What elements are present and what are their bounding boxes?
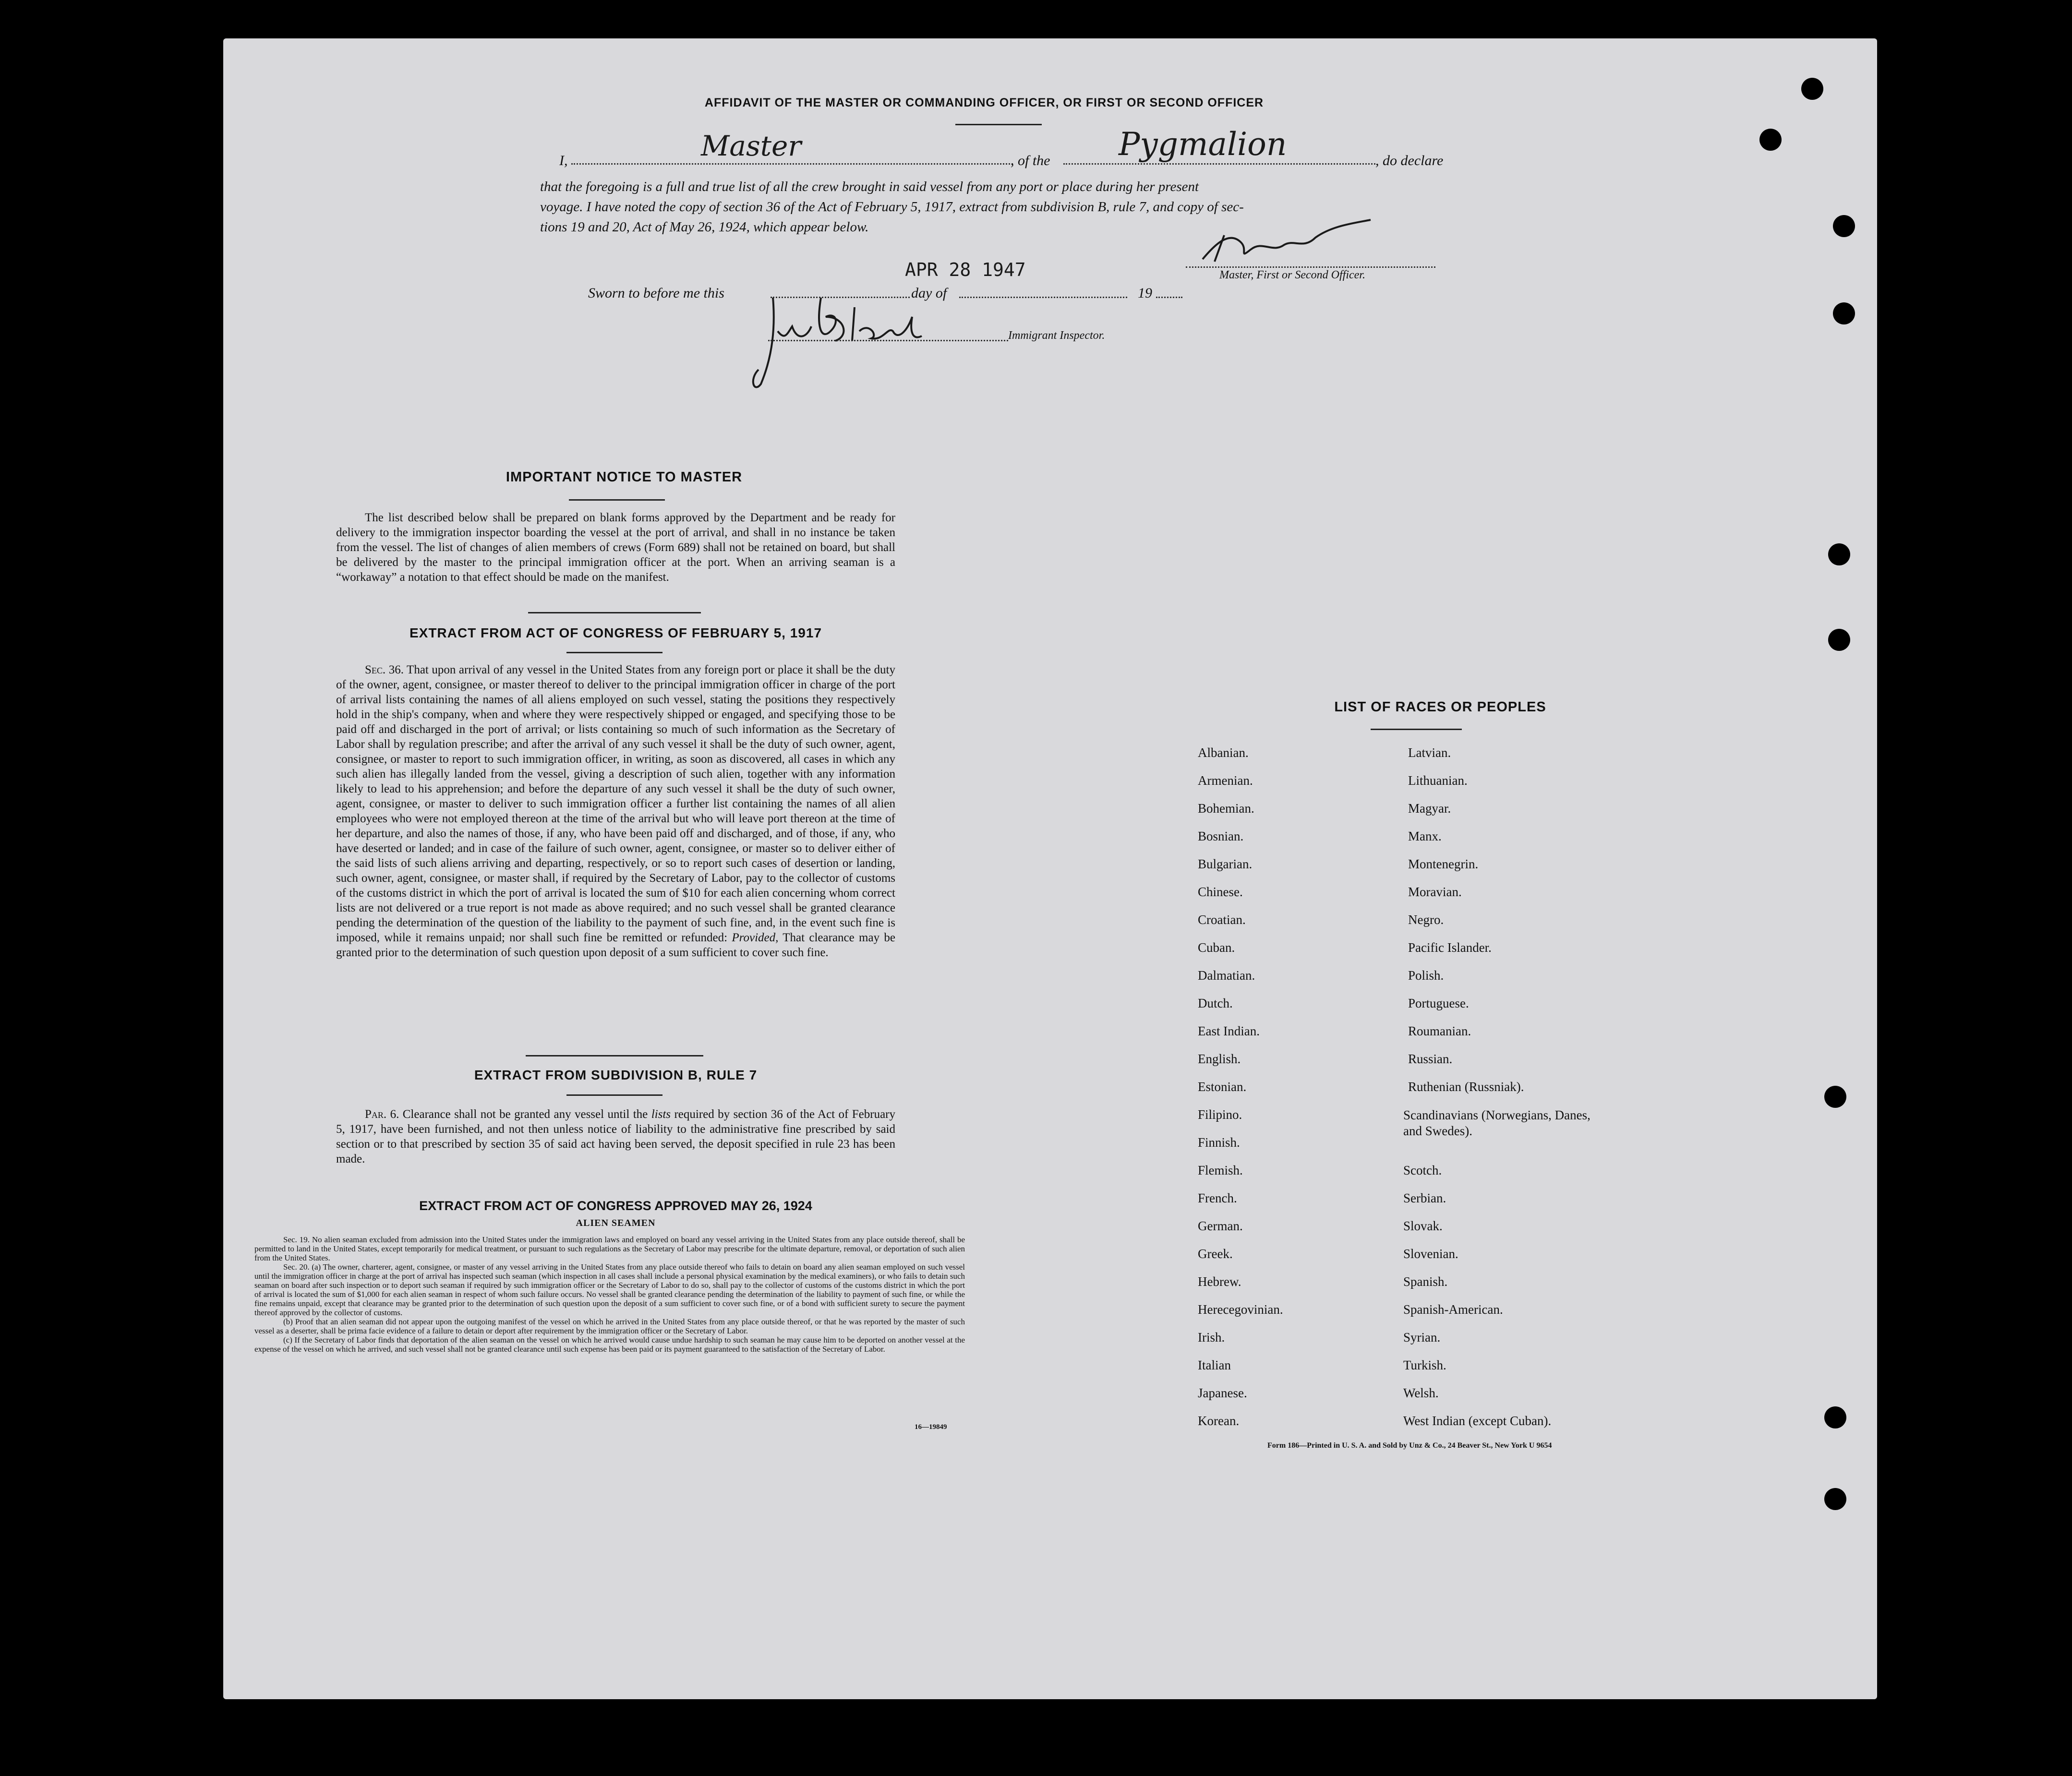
race-item: Cuban.	[1198, 940, 1235, 955]
race-item: Bulgarian.	[1198, 857, 1253, 871]
punch-hole-icon	[1824, 1086, 1846, 1108]
month-line	[959, 297, 1127, 298]
race-item: French.	[1198, 1191, 1237, 1205]
race-item: Hebrew.	[1198, 1274, 1241, 1289]
vessel-field-line	[1063, 163, 1375, 165]
race-item: Polish.	[1408, 968, 1444, 983]
do-declare-label: , do declare	[1375, 153, 1444, 168]
extract-1917-title: EXTRACT FROM ACT OF CONGRESS OF FEBRUARY 5, 1917	[409, 625, 822, 640]
divider	[1371, 729, 1462, 730]
race-item: Armenian.	[1198, 773, 1253, 788]
inspector-signature-line	[768, 340, 1008, 341]
race-item: Korean.	[1198, 1414, 1240, 1428]
of-the-label: , of the	[1011, 153, 1050, 168]
divider	[566, 1094, 663, 1096]
affidavit-line-3: tions 19 and 20, Act of May 26, 1924, which appear below.	[540, 219, 869, 235]
extract-1924-title: EXTRACT FROM ACT OF CONGRESS APPROVED MAY 26, 1924	[419, 1199, 812, 1213]
sec-20c-text: (c) If the Secretary of Labor finds that deportation of the alien seaman on the vessel on which he arrived would cause undue hardship to such seaman he may cause him to be deported on another vessel at the expense of the vessel on which he arrived, and such vessel shall not be granted clearance until such expense has been paid or its payment guaranteed to the satisfaction of the Secretary of Labor.	[254, 1335, 965, 1354]
race-item: East Indian.	[1198, 1024, 1260, 1038]
race-item: Lithuanian.	[1408, 773, 1468, 788]
race-item: Irish.	[1198, 1330, 1225, 1344]
race-item: Montenegrin.	[1408, 857, 1479, 871]
race-item: Italian	[1198, 1358, 1231, 1372]
race-item: Herecegovinian.	[1198, 1302, 1283, 1317]
race-item: Negro.	[1408, 912, 1444, 927]
paragraph-6-text	[336, 1107, 895, 1166]
race-item: Roumanian.	[1408, 1024, 1471, 1038]
race-item: West Indian (except Cuban).	[1403, 1414, 1552, 1428]
race-item: German.	[1198, 1219, 1243, 1233]
race-item: Croatian.	[1198, 912, 1246, 927]
race-item: Estonian.	[1198, 1080, 1247, 1094]
par-6-label: Par. 6.	[365, 1108, 399, 1121]
year-line	[1156, 297, 1182, 298]
race-item: Latvian.	[1408, 745, 1451, 760]
par-6-body-b: required by section 36 of the Act of February 5, 1917, have been furnished, and not then unless notice of liability to the administrative fine prescribed by said section or to that prescribed by section 35 of said act having been served, the deposit specified in rule 23 has been made.	[336, 1108, 896, 1165]
race-item: Scotch.	[1403, 1163, 1442, 1177]
master-signature	[1195, 216, 1378, 269]
race-item: Manx.	[1408, 829, 1442, 843]
race-item: Moravian.	[1408, 885, 1462, 899]
race-item: Japanese.	[1198, 1386, 1247, 1400]
divider	[528, 612, 701, 613]
race-item: Chinese.	[1198, 885, 1243, 899]
sec-36-label: Sec. 36.	[365, 663, 404, 676]
race-item: Filipino.	[1198, 1107, 1242, 1122]
affidavit-line-2: voyage. I have noted the copy of section 36 of the Act of February 5, 1917, extract from subdivision B, rule 7, and copy of sec-	[540, 199, 1244, 215]
alien-seamen-subtitle: ALIEN SEAMEN	[576, 1218, 656, 1228]
affidavit-line-1: that the foregoing is a full and true list of all the crew brought in said vessel from any port or place during her present	[540, 179, 1199, 194]
punch-hole-icon	[1833, 302, 1855, 324]
rule-7-title: EXTRACT FROM SUBDIVISION B, RULE 7	[474, 1068, 758, 1082]
punch-hole-icon	[1801, 78, 1823, 100]
punch-hole-icon	[1828, 629, 1850, 651]
race-item: Bohemian.	[1198, 801, 1254, 816]
divider	[566, 652, 663, 653]
divider	[955, 124, 1042, 125]
punch-hole-icon	[1828, 543, 1850, 565]
inspector-caption: Immigrant Inspector.	[1008, 329, 1105, 342]
race-item: Bosnian.	[1198, 829, 1244, 843]
race-item: Magyar.	[1408, 801, 1451, 816]
day-of-label: day of	[911, 285, 947, 301]
notice-title: IMPORTANT NOTICE TO MASTER	[506, 469, 743, 485]
provided-label: Provided,	[732, 931, 779, 944]
sec-36-end: That clearance may be granted prior to the determination of such question upon deposit of a sum sufficient to cover such fine.	[336, 931, 895, 959]
race-item: Russian.	[1408, 1052, 1453, 1066]
race-item: Scandinavians (Norwegians, Danes, and Swedes).	[1403, 1108, 1590, 1138]
master-field-line	[571, 163, 1013, 165]
form-printer-note: Form 186—Printed in U. S. A. and Sold by Unz & Co., 24 Beaver St., New York U 9654	[1267, 1441, 1552, 1450]
race-item: Syrian.	[1403, 1330, 1441, 1344]
notice-text: The list described below shall be prepared on blank forms approved by the Department and be ready for delivery to the immigration inspector boarding the vessel at the port of arrival, and shall in no instance be taken from the vessel. The list of changes of alien members of crews (Form 689) shall not be retained on board, but shall be delivered by the master to the principal immigration officer at the port. When an arriving seaman is a “workaway” a notation to that effect should be made on the manifest.	[336, 511, 895, 584]
sec-20a-text: Sec. 20. (a) The owner, charterer, agent, consignee, or master of any vessel arriving in the United States from any place outside thereof who fails to detain on board any alien seaman employed on such vessel until the immigration officer in charge at the port of arrival has inspected such seaman (which inspection in all cases shall include a personal physical examination by the medical examiners), or who fails to detain such seaman on board after such inspection or to deport such seaman if required by such immigration officer or the Secretary of Labor to do so, shall pay to the collector of customs of the customs district in which the port of arrival is located the sum of $1,000 for each alien seaman in respect of whom such failure occurs. No vessel shall be granted clearance pending the determination of the liability to payment of such fine, or while the fine remains unpaid, except that clearance may be granted prior to the determination of such question upon the deposit of a sum sufficient to cover such fine, or of a bond with sufficient surety to secure the payment thereof approved by the collector of customs.	[254, 1262, 965, 1317]
print-code: 16—19849	[915, 1423, 947, 1431]
race-item: Finnish.	[1198, 1135, 1240, 1150]
master-name-handwritten: Master	[701, 130, 802, 162]
punch-hole-icon	[1824, 1488, 1846, 1510]
lists-word: lists	[651, 1108, 671, 1121]
race-item: Serbian.	[1403, 1191, 1446, 1205]
race-item: Portuguese.	[1408, 996, 1469, 1010]
sec-20b-text: (b) Proof that an alien seaman did not appear upon the outgoing manifest of the vessel on which he arrived in the United States from any place outside thereof, or that he was reported by the master of such vessel as a deserter, shall be prima facie evidence of a failure to detain or deport after requirement by the immigration officer or the Secretary of Labor.	[254, 1317, 965, 1335]
race-item: Dalmatian.	[1198, 968, 1255, 983]
race-item: Spanish.	[1403, 1274, 1448, 1289]
race-item: Slovenian.	[1403, 1247, 1458, 1261]
date-stamp: APR 28 1947	[905, 259, 1026, 280]
race-item: Greek.	[1198, 1247, 1233, 1261]
races-title: LIST OF RACES OR PEOPLES	[1334, 699, 1546, 715]
master-caption: Master, First or Second Officer.	[1219, 269, 1365, 281]
race-item: Spanish-American.	[1403, 1302, 1503, 1317]
race-item: Dutch.	[1198, 996, 1233, 1010]
race-item: Ruthenian (Russniak).	[1408, 1080, 1524, 1094]
race-item: Pacific Islander.	[1408, 940, 1492, 955]
punch-hole-icon	[1824, 1406, 1846, 1428]
affidavit-title: AFFIDAVIT OF THE MASTER OR COMMANDING OFFICER, OR FIRST OR SECOND OFFICER	[704, 96, 1264, 109]
divider	[569, 499, 665, 501]
sec-19-text: Sec. 19. No alien seaman excluded from admission into the United States under the immigration laws and employed on board any vessel arriving in the United States from any place outside thereof, shall be permitted to land in the United States, except temporarily for medical treatment, or pursuant to such regulations as the Secretary of Labor may prescribe for the ultimate departure, removal, or deportation of such alien from the United States.	[254, 1235, 965, 1262]
race-item: English.	[1198, 1052, 1241, 1066]
race-item: Welsh.	[1403, 1386, 1439, 1400]
divider	[526, 1055, 703, 1056]
sec-36-body: That upon arrival of any vessel in the United States from any foreign port or place it shall be the duty of the owner, agent, consignee, or master thereof to deliver to the principal immigration officer in charge of the port of arrival lists containing the names of all aliens employed on such vessel, stating the positions they respectively hold in the ship's company, when and where they were respectively shipped or engaged, and specifying those to be paid off and discharged in the port of arrival; or lists containing so much of such information as the Secretary of Labor shall by regulation prescribe; and after the arrival of any such vessel it shall be the duty of such owner, agent, consignee, or master to report to such immigration officer, in writing, as soon as discovered, all cases in which any such alien has illegally landed from the vessel, giving a description of such alien, together with any information likely to lead to his apprehension; and before the departure of any such vessel it shall be the duty of such owner, agent, consignee, or master to deliver to such immigration officer a further list containing the names of all alien employees who were not employed thereon at the time of the arrival but who will leave port thereon at the time of her departure, and also the names of those, if any, who have been paid off and discharged, and of those, if any, who have deserted or landed; and in case of the failure of such owner, agent, consignee, or master so to deliver either of the said lists of such aliens arriving and departing, respectively, or so to report such cases of desertion or landing, such owner, agent, consignee, or master shall, if required by the Secretary of Labor, pay to the collector of customs of the customs district in which the port of arrival is located the sum of $10 for each alien concerning whom correct lists are not delivered or a true report is not made as above required; and no such vessel shall be granted clearance pending the determination of the question of the liability to the payment of such fine, and, in the event such fine is imposed, while it remains unpaid; nor shall such fine be remitted or refunded:	[336, 663, 895, 944]
sworn-label: Sworn to before me this	[588, 285, 724, 301]
master-signature-line	[1186, 266, 1435, 268]
race-item: Slovak.	[1403, 1219, 1443, 1233]
sections-19-20-text	[254, 1235, 965, 1354]
race-item: Albanian.	[1198, 745, 1249, 760]
race-item: Turkish.	[1403, 1358, 1446, 1372]
race-item: Flemish.	[1198, 1163, 1243, 1177]
year-label: 19	[1138, 285, 1152, 301]
section-36-text	[336, 662, 895, 960]
vessel-name-handwritten: Pygmalion	[1119, 126, 1287, 163]
punch-hole-icon	[1759, 129, 1782, 151]
i-label: I,	[559, 153, 568, 168]
punch-hole-icon	[1833, 215, 1855, 237]
par-6-body-a: Clearance shall not be granted any vessel until the	[402, 1108, 648, 1121]
